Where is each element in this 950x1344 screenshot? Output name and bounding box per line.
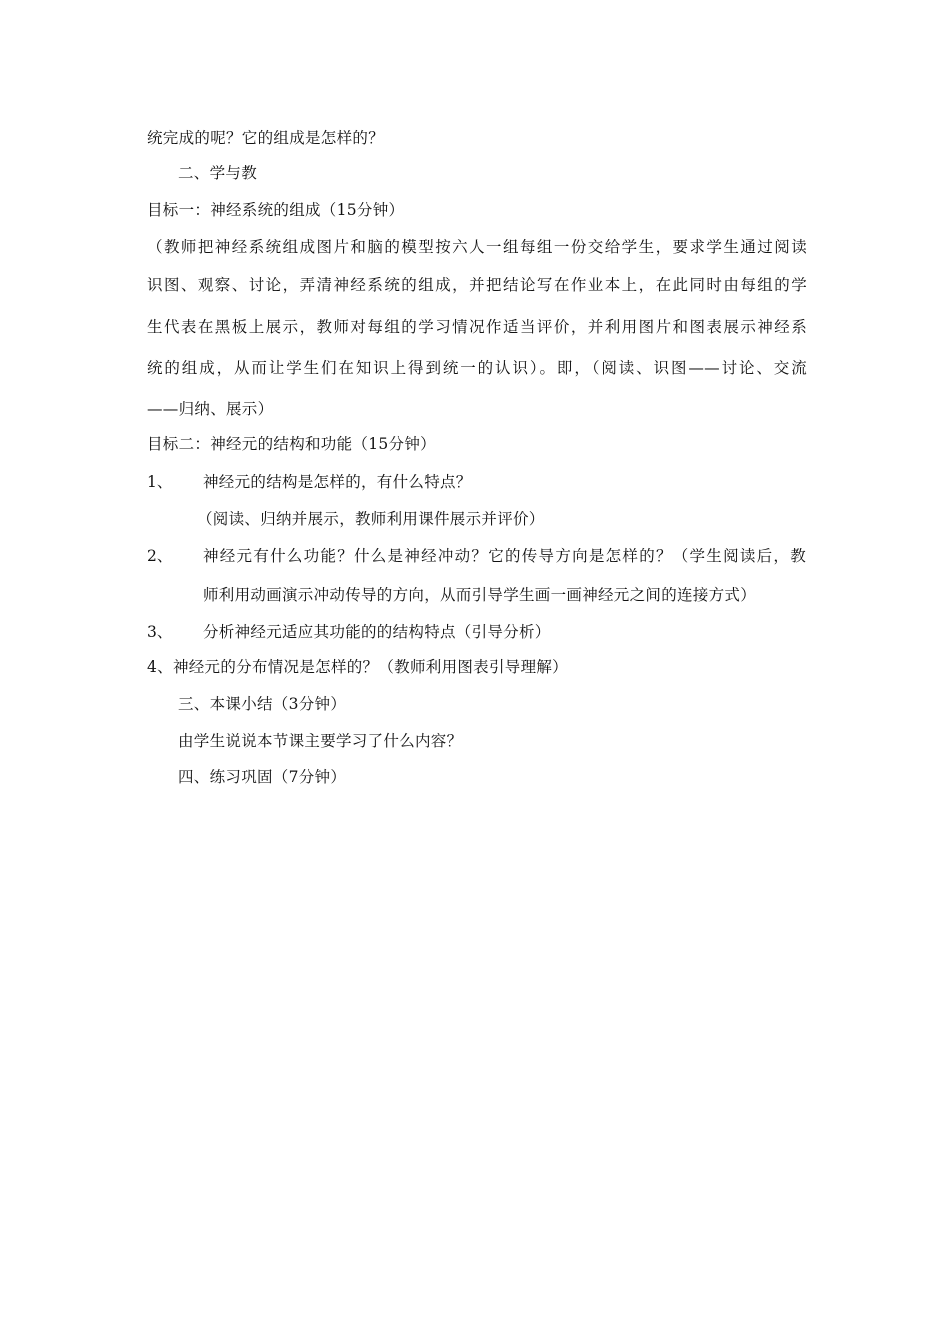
goal-one-heading: 目标一：神经系统的组成（15分钟） <box>147 201 405 219</box>
goal-two-heading: 目标二：神经元的结构和功能（15分钟） <box>147 435 436 453</box>
goal-one-paragraph-line-3: 生代表在黑板上展示，教师对每组的学习情况作适当评价，并利用图片和图表展示神经系 <box>147 318 807 336</box>
goal-one-paragraph-line-4: 统的组成，从而让学生们在知识上得到统一的认识）。即，（阅读、识图——讨论、交流 <box>147 359 807 377</box>
section-heading-learn-teach: 二、学与教 <box>178 164 258 182</box>
section-heading-summary: 三、本课小结（3分钟） <box>178 695 347 713</box>
paragraph-continuation: 统完成的呢？它的组成是怎样的？ <box>147 129 385 147</box>
item-number-2: 2、 <box>147 547 173 565</box>
goal-one-paragraph-line-2: 识图、观察、讨论，弄清神经系统的组成，并把结论写在作业本上，在此同时由每组的学 <box>147 276 807 294</box>
item-4-text: 4、神经元的分布情况是怎样的？（教师利用图表引导理解） <box>147 658 568 676</box>
summary-text: 由学生说说本节课主要学习了什么内容？ <box>178 732 463 750</box>
item-2-text-line-2: 师利用动画演示冲动传导的方向，从而引导学生画一画神经元之间的连接方式） <box>203 586 757 604</box>
item-1-note: （阅读、归纳并展示，教师利用课件展示并评价） <box>197 510 545 528</box>
goal-one-paragraph-line-1: （教师把神经系统组成图片和脑的模型按六人一组每组一份交给学生，要求学生通过阅读 <box>147 238 807 256</box>
item-3-text: 分析神经元适应其功能的的结构特点（引导分析） <box>203 623 551 641</box>
item-1-text: 神经元的结构是怎样的，有什么特点？ <box>203 473 472 491</box>
item-number-1: 1、 <box>147 473 173 491</box>
item-2-text-line-1: 神经元有什么功能？什么是神经冲动？它的传导方向是怎样的？（学生阅读后，教 <box>203 547 806 565</box>
section-heading-practice: 四、练习巩固（7分钟） <box>178 768 347 786</box>
item-number-3: 3、 <box>147 623 173 641</box>
goal-one-paragraph-line-5: ——归纳、展示） <box>147 400 274 418</box>
